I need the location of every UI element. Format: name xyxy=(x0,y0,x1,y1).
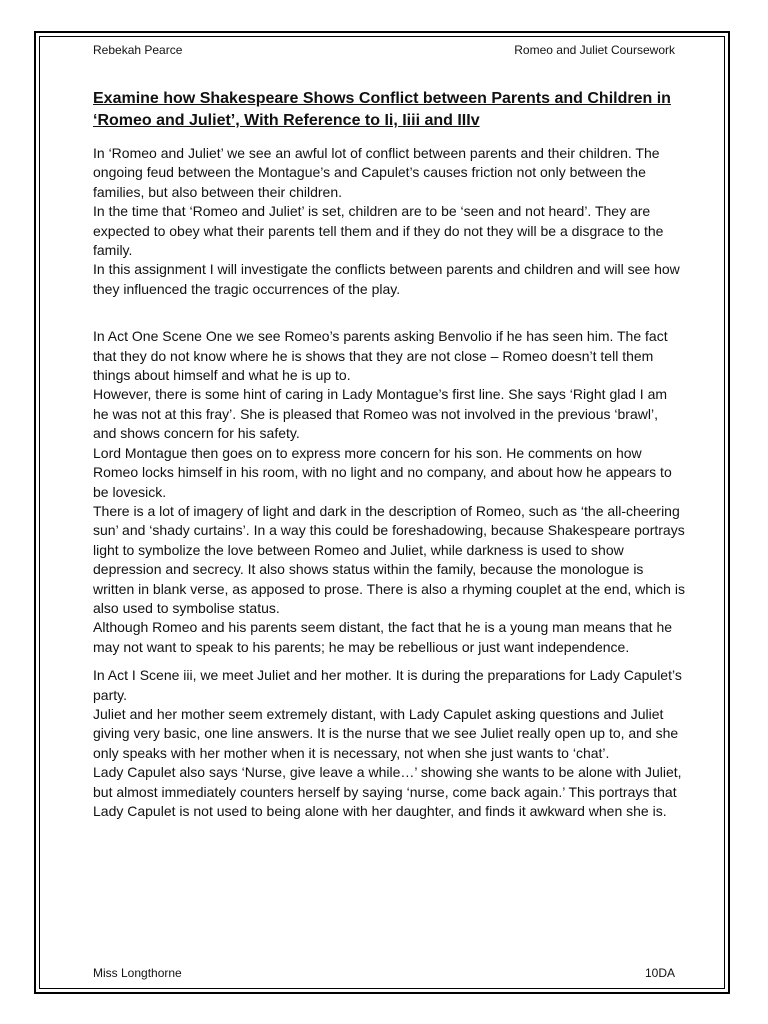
essay-title: Examine how Shakespeare Shows Conflict between Parents and Children in ‘Romeo and Juliet’, With Reference to Ii, Iiii and IIIv xyxy=(93,90,671,129)
paragraph: In this assignment I will investigate the conflicts between parents and children and will see how they influenced the tragic occurrences of the play. xyxy=(93,261,680,297)
paragraph: Lady Capulet also says ‘Nurse, give leave a while…’ showing she wants to be alone with Juliet, but almost immediately counters herself by saying ‘nurse, come back again.’ This portrays that Lady Capulet is not used to being alone with her daughter, and finds it awkward when she is. xyxy=(93,764,682,819)
page-header xyxy=(93,43,675,57)
page-footer xyxy=(93,966,675,980)
paragraph: In Act I Scene iii, we meet Juliet and her mother. It is during the preparations for Lady Capulet’s party. xyxy=(93,667,682,703)
section-gap xyxy=(93,299,685,327)
section-gap xyxy=(93,657,685,666)
essay-body xyxy=(93,144,685,821)
paragraph: In Act One Scene One we see Romeo’s parents asking Benvolio if he has seen him. The fact that they do not know where he is shows that they are not close – Romeo doesn’t tell them things about himself and what he is up to. xyxy=(93,328,668,384)
paragraph: However, there is some hint of caring in Lady Montague’s first line. She says ‘Right glad I am he was not at this fray’. She is pleased that Romeo was not involved in the previous ‘brawl’, and shows concern for his safety. xyxy=(93,386,668,442)
paragraph: There is a lot of imagery of light and dark in the description of Romeo, such as ‘the all-cheering sun’ and ‘shady curtains’. In a way this could be foreshadowing, because Shakespeare portrays light to symbolize the love between Romeo and Juliet, while darkness is used to show depression and secrecy. It also shows status within the family, because the monologue is written in blank verse, as apposed to prose. There is also a rhyming couplet at the end, which is also used to symbolise status. xyxy=(93,502,685,616)
paragraph: Lord Montague then goes on to express more concern for his son. He comments on how Romeo locks himself in his room, with no light and no company, and about how he appears to be lovesick. xyxy=(93,444,672,500)
class-code: 10DA xyxy=(644,966,675,980)
paragraph: In the time that ‘Romeo and Juliet’ is set, children are to be ‘seen and not heard’. They are expected to obey what their parents tell them and if they do not they will be a disgrace to the family. xyxy=(93,203,664,259)
author-name: Rebekah Pearce xyxy=(93,43,183,57)
paragraph: In ‘Romeo and Juliet’ we see an awful lot of conflict between parents and their children. The ongoing feud between the Montague’s and Capulet’s causes friction not only between the families, but also between their children. xyxy=(93,145,660,200)
paragraph: Although Romeo and his parents seem distant, the fact that he is a young man means that he may not want to speak to his parents; he may be rebellious or just want independence. xyxy=(93,619,673,655)
paragraph: Juliet and her mother seem extremely distant, with Lady Capulet asking questions and Juliet giving very basic, one line answers. It is the nurse that we see Juliet really open up to, and she only speaks with her mother when it is necessary, not when she just wants to ‘chat’. xyxy=(93,705,679,761)
course-name: Romeo and Juliet Coursework xyxy=(514,43,675,57)
teacher-name: Miss Longthorne xyxy=(93,966,182,980)
